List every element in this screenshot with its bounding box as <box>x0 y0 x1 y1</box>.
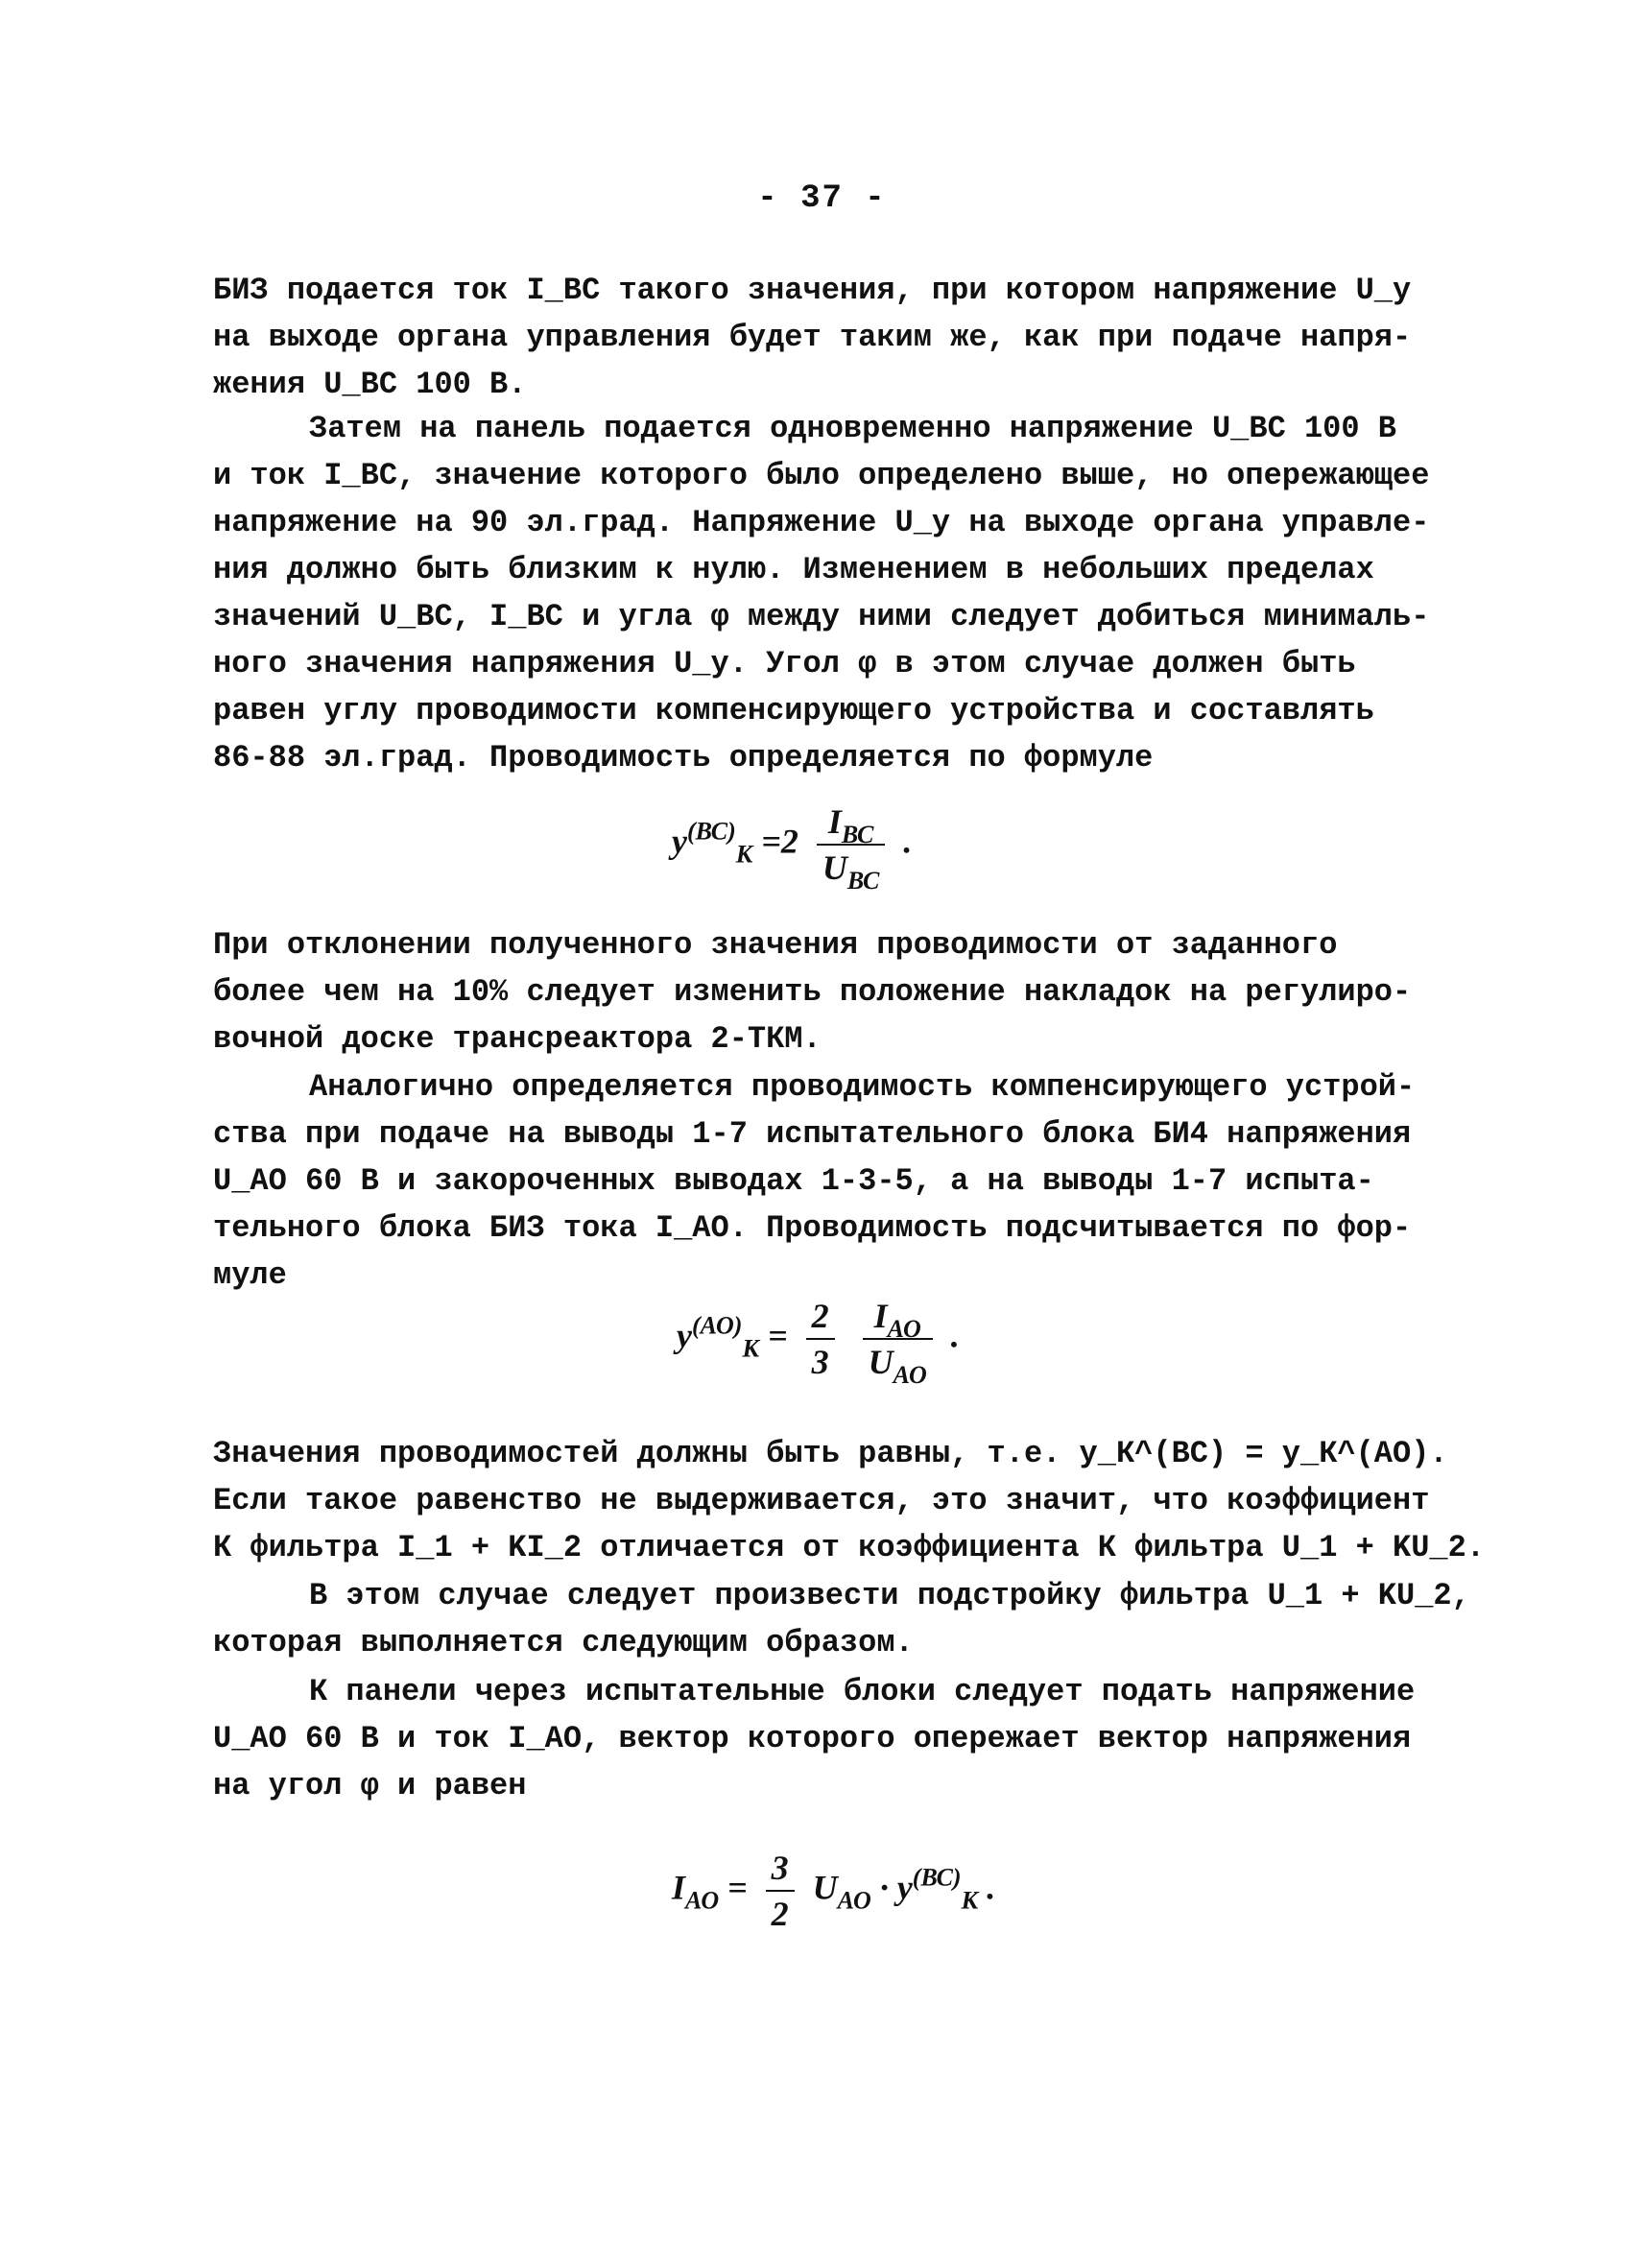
p6-line-1: В этом случае следует произвести подстройку фильтра U_1 + KU_2, <box>309 1578 1470 1613</box>
p4-line-1: Аналогично определяется проводимость компенсирующего устрой- <box>309 1069 1416 1105</box>
formula-conductance-bc: $y^{(ВС)}_К =2$ $\frac{I_{ВС}}{U_{ВС}}$ . <box>672 802 913 895</box>
paragraph-4 <box>213 1063 1461 1299</box>
p1-line-3: жения U_ВС 100 В. <box>213 367 527 402</box>
formula2-coefficient: $\frac{2}{3}$ <box>806 1296 835 1382</box>
formula-conductance-ao: $y^{(АО)}_К$ = $\frac{2}{3}$ $\frac{I_{АО}}{U_{АО}}$ . <box>677 1297 960 1389</box>
p5-line-1: Значения проводимостей должны быть равны, т.е. y_К^(ВС) = y_К^(АО). <box>213 1436 1448 1471</box>
p7-line-2: U_АО 60 В и ток I_АО, вектор которого опережает вектор напряжения <box>213 1721 1412 1756</box>
p2-line-2: и ток I_ВС, значение которого было определено выше, но опережающее <box>213 458 1430 493</box>
p6-line-2: которая выполняется следующим образом. <box>213 1625 914 1660</box>
paragraph-2 <box>213 405 1461 781</box>
p4-line-3: U_АО 60 В и закороченных выводах 1-3-5, а на выводы 1-7 испыта- <box>213 1163 1374 1199</box>
formula2-fraction: $\frac{I_{АО}}{U_{АО}}$ <box>863 1296 933 1382</box>
formula1-fraction: $\frac{I_{ВС}}{U_{ВС}}$ <box>817 801 885 888</box>
p4-line-5: муле <box>213 1257 287 1293</box>
paragraph-7 <box>213 1668 1461 1809</box>
p3-line-2: более чем на 10% следует изменить положение накладок на регулиро- <box>213 974 1412 1010</box>
p5-line-3: К фильтра I_1 + KI_2 отличается от коэффициента К фильтра U_1 + KU_2. <box>213 1530 1486 1565</box>
p3-line-1: При отклонении полученного значения проводимости от заданного <box>213 927 1338 963</box>
paragraph-1 <box>213 267 1461 408</box>
p2-line-7: равен углу проводимости компенсирующего устройства и составлять <box>213 693 1374 728</box>
paragraph-5 <box>213 1430 1486 1571</box>
p2-line-8: 86-88 эл.град. Проводимость определяется по формуле <box>213 740 1154 776</box>
page-number: - 37 - <box>757 180 887 217</box>
p2-line-4: ния должно быть близким к нулю. Изменением в небольших пределах <box>213 552 1374 587</box>
p1-line-1: БИЗ подается ток I_ВС такого значения, при котором напряжение U_у <box>213 273 1412 308</box>
p2-line-3: напряжение на 90 эл.град. Напряжение U_у на выходе органа управле- <box>213 505 1430 540</box>
formula3-coefficient: $\frac{3}{2}$ <box>766 1848 795 1934</box>
paragraph-6 <box>213 1572 1470 1666</box>
formula-current-ao: $I_{АО}$ = $\frac{3}{2}$ $U_{АО} \cdot y^{(ВС)}_К$ . <box>672 1849 996 1933</box>
p1-line-2: на выходе органа управления будет таким же, как при подаче напря- <box>213 320 1412 355</box>
p7-line-1: К панели через испытательные блоки следует подать напряжение <box>309 1674 1416 1709</box>
p4-line-2: ства при подаче на выводы 1-7 испытательного блока БИ4 напряжения <box>213 1116 1412 1152</box>
p5-line-2: Если такое равенство не выдерживается, это значит, что коэффициент <box>213 1483 1430 1518</box>
paragraph-3 <box>213 921 1461 1062</box>
p7-line-3: на угол φ и равен <box>213 1768 527 1803</box>
p2-line-5: значений U_ВС, I_ВС и угла φ между ними следует добиться минималь- <box>213 599 1430 634</box>
p2-line-1: Затем на панель подается одновременно напряжение U_ВС 100 В <box>309 411 1396 446</box>
p4-line-4: тельного блока БИЗ тока I_АО. Проводимость подсчитывается по фор- <box>213 1210 1412 1246</box>
p2-line-6: ного значения напряжения U_у. Угол φ в этом случае должен быть <box>213 646 1356 681</box>
p3-line-3: вочной доске трансреактора 2-ТКМ. <box>213 1021 822 1057</box>
